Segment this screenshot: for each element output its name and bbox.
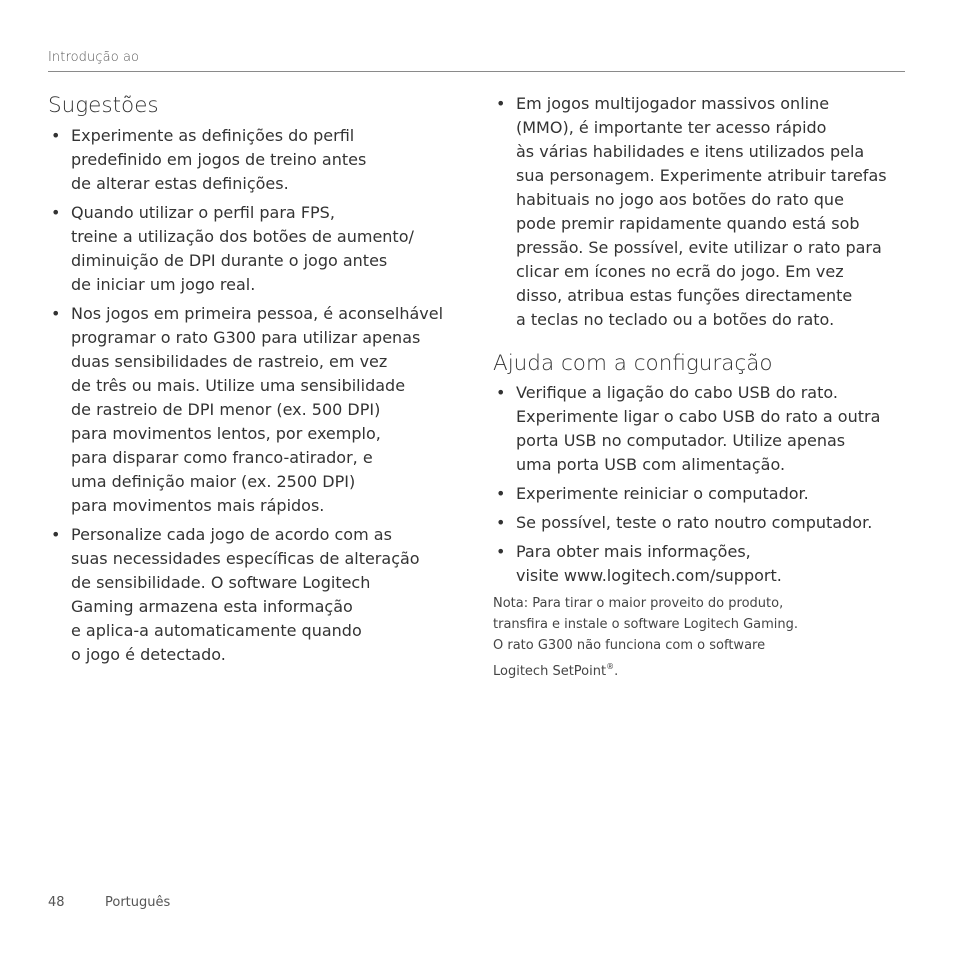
- tip-item: • Em jogos multijogador massivos online (MMO), é importante ter acesso rápido às várias habilidades e itens utilizados pela sua personagem. Experimente atribuir tarefas habituais no jogo aos botões do rato que pode premir rapidamente quando está sob pressão. Se possível, evite utilizar o rato para clicar em ícones no ecrã do jogo. Em vez disso, atribua estas funções directamente a teclas no teclado ou a botões do rato.: [493, 92, 913, 332]
- setup-help-list: [493, 381, 913, 588]
- tips-list: [48, 124, 468, 667]
- tip-item: • Nos jogos em primeira pessoa, é aconselhável programar o rato G300 para utilizar apenas duas sensibilidades de rastreio, em vez de três ou mais. Utilize uma sensibilidade de rastreio de DPI menor (ex. 500 DPI) para movimentos lentos, por exemplo, para disparar como franco-atirador, e uma definição maior (ex. 2500 DPI) para movimentos mais rápidos.: [48, 302, 468, 518]
- registered-mark: ®: [606, 662, 615, 671]
- help-item: • Se possível, teste o rato noutro computador.: [493, 511, 913, 535]
- tip-item: • Experimente as definições do perfil predefinido em jogos de treino antes de alterar estas definições.: [48, 124, 468, 196]
- footer-language: Português: [105, 895, 171, 910]
- page-number: 48: [48, 895, 65, 910]
- left-column: [48, 92, 468, 672]
- section-heading-setup-help: Ajuda com a configuração: [493, 351, 773, 376]
- help-item: • Experimente reiniciar o computador.: [493, 482, 913, 506]
- note-body: Nota: Para tirar o maior proveito do produto, transfira e instale o software Logitech Gaming. O rato G300 não funciona com o software Logitech SetPoint: [493, 596, 799, 679]
- header-divider: [48, 71, 905, 72]
- right-column: [493, 92, 913, 682]
- help-item: • Verifique a ligação do cabo USB do rato. Experimente ligar o cabo USB do rato a outra porta USB no computador. Utilize apenas uma porta USB com alimentação.: [493, 381, 913, 477]
- tip-item: • Personalize cada jogo de acordo com as suas necessidades específicas de alteração de sensibilidade. O software Logitech Gaming armazena esta informação e aplica-a automaticamente quando o jogo é detectado.: [48, 523, 468, 667]
- section-heading-tips: Sugestões: [48, 93, 159, 118]
- tip-item: • Quando utilizar o perfil para FPS, treine a utilização dos botões de aumento/ diminuição de DPI durante o jogo antes de iniciar um jogo real.: [48, 201, 468, 297]
- note-end: .: [614, 664, 619, 679]
- note-text: [493, 593, 913, 682]
- tips-list-continued: [493, 92, 913, 332]
- running-header: Introdução ao: [48, 50, 140, 65]
- help-item: • Para obter mais informações, visite www.logitech.com/support.: [493, 540, 913, 588]
